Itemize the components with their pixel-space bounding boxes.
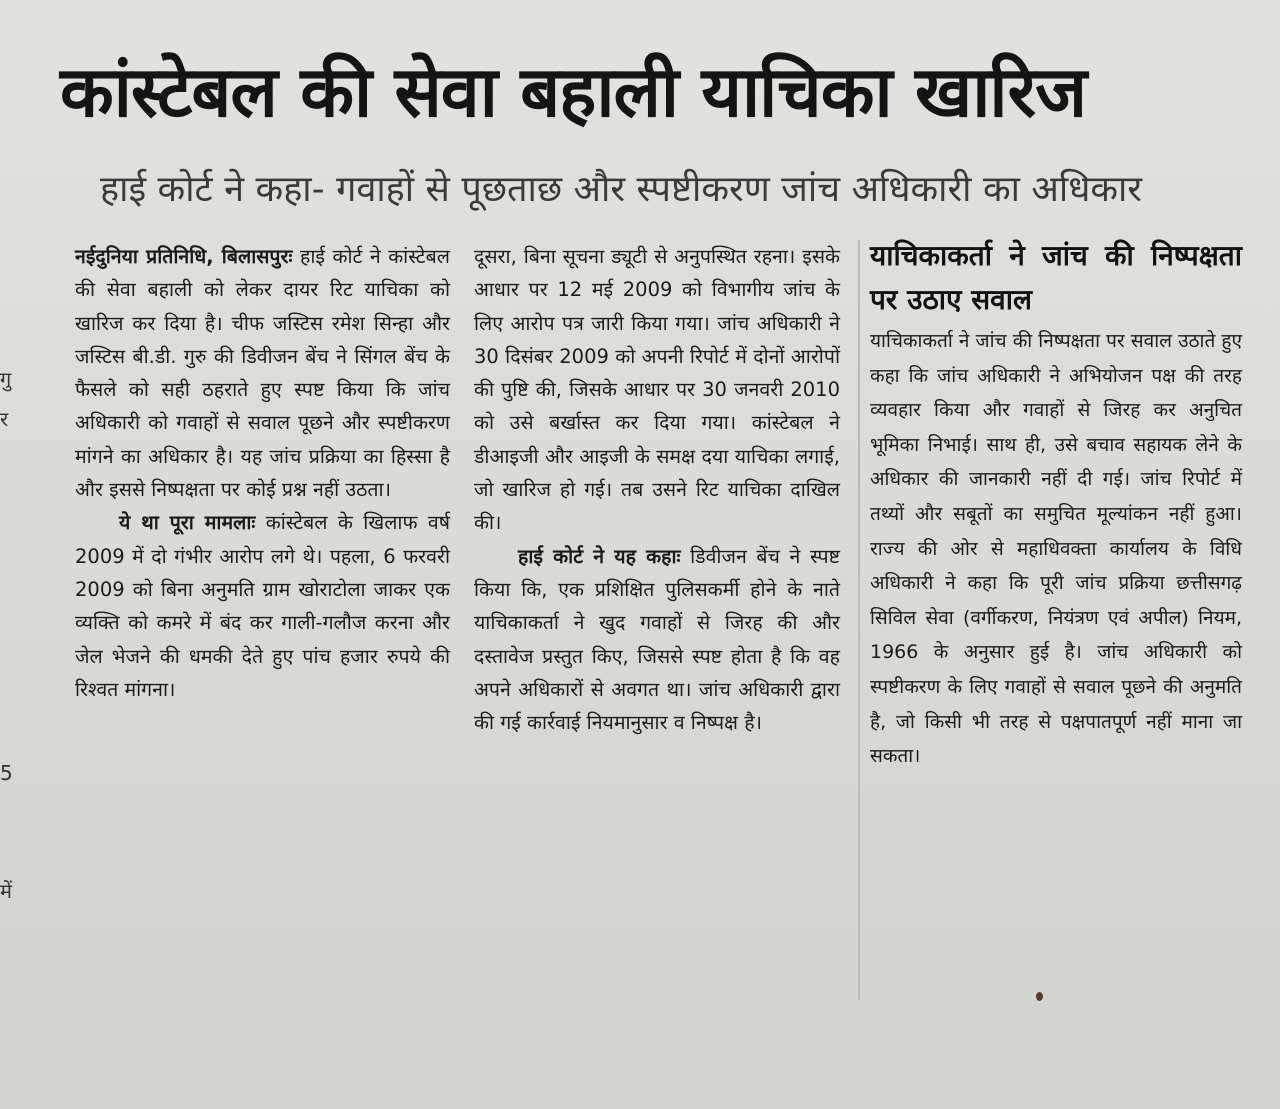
sidebar-title: याचिकाकर्ता ने जांच की निष्पक्षता पर उठाए सवाल — [870, 239, 1242, 316]
column-divider — [858, 240, 860, 1000]
article-column-2 — [474, 240, 840, 739]
paragraph-text: हाई कोर्ट ने कांस्टेबल की सेवा बहाली को लेकर दायर रिट याचिका को खारिज कर दिया है। चीफ जस्टिस रमेश सिन्हा और जस्टिस बी.डी. गुरु की डिवीजन बेंच ने सिंगल बेंच के फैसले को सही ठहराते हुए स्पष्ट किया कि जांच अधिकारी को गवाहों से सवाल पूछने और स्पष्टीकरण मांगने का अधिकार है। यह जांच प्रक्रिया का हिस्सा है और इससे निष्पक्षता पर कोई प्रश्न नहीं उठता। — [75, 245, 450, 502]
article-column-1 — [75, 240, 450, 706]
ink-spot — [1036, 992, 1043, 1001]
paragraph — [75, 240, 450, 506]
edge-fragment: में — [0, 879, 12, 903]
paragraph — [75, 506, 450, 706]
paragraph-text: डिवीजन बेंच ने स्पष्ट किया कि, एक प्रशिक्षित पुलिसकर्मी होने के नाते याचिकाकर्ता ने खुद गवाहों से जिरह की और दस्तावेज प्रस्तुत किए, जिससे स्पष्ट होता है कि वह अपने अधिकारों से अवगत था। जांच अधिकारी द्वारा की गई कार्रवाई नियमानुसार व निष्पक्ष है। — [474, 544, 840, 735]
sidebar-body: याचिकाकर्ता ने जांच की निष्पक्षता पर सवाल उठाते हुए कहा कि जांच अधिकारी ने अभियोजन पक्ष की तरह व्यवहार किया और गवाहों से जिरह कर अनुचित भूमिका निभाई। साथ ही, उसे बचाव सहायक लेने के अधिकार की जानकारी नहीं दी गई। जांच रिपोर्ट में तथ्यों और सबूतों का समुचित मूल्यांकन नहीं हुआ। राज्य की ओर से महाधिवक्ता कार्यालय के विधि अधिकारी ने कहा कि पूरी जांच प्रक्रिया छत्तीसगढ़ सिविल सेवा (वर्गीकरण, नियंत्रण एवं अपील) नियम, 1966 के अनुसार हुई है। जांच अधिकारी को स्पष्टीकरण के लिए गवाहों से सवाल पूछने की अनुमति है, जो किसी भी तरह से पक्षपातपूर्ण नहीं माना जा सकता। — [870, 330, 1242, 768]
section-lead: हाई कोर्ट ने यह कहाः — [518, 544, 681, 568]
paragraph — [474, 240, 840, 540]
edge-fragment: र — [0, 407, 9, 431]
headline: कांस्टेबल की सेवा बहाली याचिका खारिज — [60, 51, 1087, 133]
sidebar-box — [870, 240, 1242, 774]
subheadline: हाई कोर्ट ने कहा- गवाहों से पूछताछ और स्पष्टीकरण जांच अधिकारी का अधिकार — [100, 169, 1143, 210]
paragraph — [474, 540, 840, 740]
paragraph-text: कांस्टेबल के खिलाफ वर्ष 2009 में दो गंभीर आरोप लगे थे। पहला, 6 फरवरी 2009 को बिना अनुमति ग्राम खोराटोला जाकर एक व्यक्ति को कमरे में बंद कर गाली-गलौज करना और जेल भेजने की धमकी देते हुए पांच हजार रुपये की रिश्वत मांगना। — [75, 511, 450, 701]
section-lead: ये था पूरा मामलाः — [119, 511, 256, 535]
edge-fragment: 5 — [0, 761, 13, 785]
edge-fragment: गु — [0, 367, 12, 391]
paragraph-text: दूसरा, बिना सूचना ड्यूटी से अनुपस्थित रहना। इसके आधार पर 12 मई 2009 को विभागीय जांच के लिए आरोप पत्र जारी किया गया। जांच अधिकारी ने 30 दिसंबर 2009 को अपनी रिपोर्ट में दोनों आरोपों की पुष्टि की, जिसके आधार पर 30 जनवरी 2010 को उसे बर्खास्त कर दिया गया। कांस्टेबल ने डीआइजी और आइजी के समक्ष दया याचिका लगाई, जो खारिज हो गई। तब उसने रिट याचिका दाखिल की। — [474, 245, 840, 535]
dateline: नईदुनिया प्रतिनिधि, बिलासपुरः — [75, 245, 293, 268]
